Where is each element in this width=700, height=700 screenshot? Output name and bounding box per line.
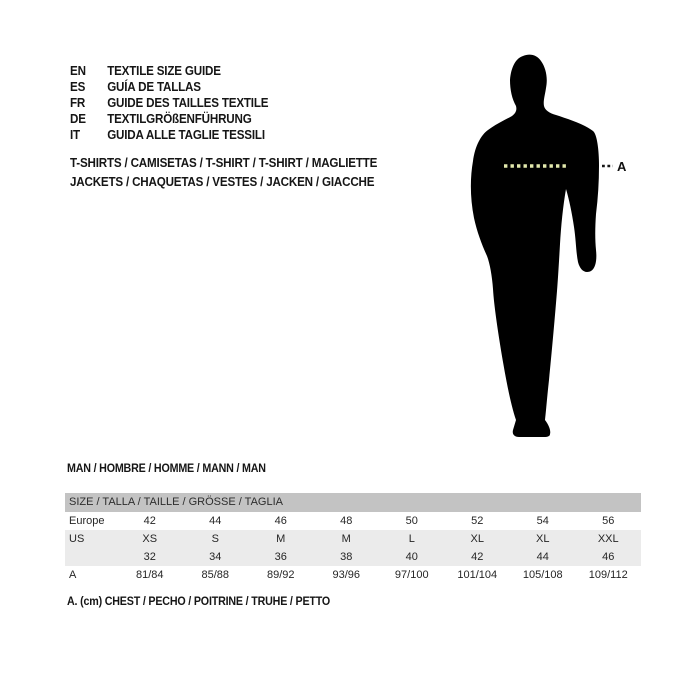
size-cell: XL (536, 533, 550, 545)
size-cell: 54 (536, 515, 549, 527)
size-cell: 52 (471, 515, 484, 527)
product-line-jackets: JACKETS / CHAQUETAS / VESTES / JACKEN / GIACCHE (70, 174, 375, 189)
table-row-europe (65, 512, 641, 530)
measure-label-a: A (617, 159, 627, 174)
language-code: ES (70, 80, 86, 94)
man-silhouette (471, 55, 599, 437)
size-cell: 50 (405, 515, 418, 527)
size-cell: 32 (143, 551, 156, 563)
size-cell: 34 (209, 551, 222, 563)
size-cell: M (341, 533, 351, 545)
size-table (65, 493, 641, 584)
language-title: TEXTILE SIZE GUIDE (107, 64, 221, 78)
size-cell: S (211, 533, 219, 545)
row-label: Europe (69, 515, 105, 527)
size-cell: XXL (597, 533, 619, 545)
row-label: US (69, 533, 85, 545)
language-title: GUÍA DE TALLAS (107, 80, 201, 94)
language-title: GUIDE DES TAILLES TEXTILE (107, 96, 269, 110)
size-cell: 42 (143, 515, 156, 527)
language-code: DE (70, 112, 86, 126)
size-cell: 36 (274, 551, 287, 563)
size-cell: 38 (340, 551, 353, 563)
row-label (65, 548, 117, 566)
table-row-us (65, 530, 641, 548)
size-cell: XL (470, 533, 484, 545)
language-code: FR (70, 96, 86, 110)
size-cell: 42 (471, 551, 484, 563)
size-cell: 44 (209, 515, 222, 527)
table-row-us-numeric (65, 548, 641, 566)
size-cell: 97/100 (394, 569, 429, 581)
size-cell: 40 (405, 551, 418, 563)
size-cell: L (408, 533, 415, 545)
size-cell: 44 (536, 551, 549, 563)
man-section-title: MAN / HOMBRE / HOMME / MANN / MAN (67, 463, 266, 475)
row-label: A (69, 569, 77, 581)
size-cell: 89/92 (266, 569, 295, 581)
language-title: GUIDA ALLE TAGLIE TESSILI (107, 128, 265, 142)
size-cell: 81/84 (135, 569, 164, 581)
table-row-chest-cm (65, 566, 641, 584)
size-cell: 101/104 (457, 569, 498, 581)
size-cell: 109/112 (588, 569, 628, 581)
language-code: IT (70, 128, 80, 142)
size-cell: 46 (274, 515, 287, 527)
size-cell: 48 (340, 515, 353, 527)
size-cell: 105/108 (522, 569, 563, 581)
size-cell: 56 (602, 515, 615, 527)
size-cell: 93/96 (332, 569, 361, 581)
size-cell: XS (142, 533, 158, 545)
language-title: TEXTILGRÖßENFÜHRUNG (107, 112, 252, 126)
size-cell: 46 (602, 551, 615, 563)
size-cell: 85/88 (201, 569, 230, 581)
language-code: EN (70, 64, 86, 78)
product-line-tshirts: T-SHIRTS / CAMISETAS / T-SHIRT / T-SHIRT / MAGLIETTE (70, 156, 378, 170)
size-table-header: SIZE / TALLA / TAILLE / GRÖSSE / TAGLIA (65, 493, 641, 512)
size-cell: M (276, 533, 286, 545)
measurement-footnote: A. (cm) CHEST / PECHO / POITRINE / TRUHE / PETTO (67, 596, 331, 608)
